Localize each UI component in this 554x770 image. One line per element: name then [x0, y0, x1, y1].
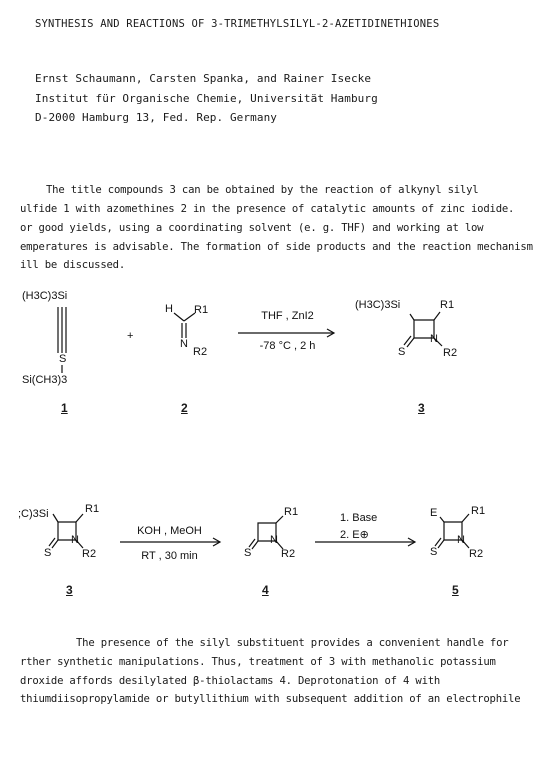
scheme1-conditions-top: THF , ZnI2: [261, 310, 314, 322]
compound-number-3b: 3: [66, 583, 73, 597]
imine-r2: R2: [193, 346, 208, 358]
paragraph1-line: ulfide 1 with azomethines 2 in the presence of catalytic amounts of zinc iodide.: [20, 203, 515, 215]
author-names: Ernst Schaumann, Carsten Spanka, and Rainer Isecke: [35, 72, 372, 85]
reaction-arrow-2: [120, 537, 224, 547]
paragraph2-line: thiumdiisopropylamide or butyllithium with subsequent addition of an electrophile: [20, 693, 521, 705]
paragraph1-line: ill be discussed.: [20, 259, 126, 271]
author-institute: Institut für Organische Chemie, Universität Hamburg: [35, 92, 378, 105]
start3-r1: R1: [85, 503, 100, 515]
reaction-arrow-3: [315, 537, 419, 547]
start3-nitrogen: N: [71, 534, 79, 546]
paragraph1-line: emperatures is advisable. The formation of side products and the reaction mechanism: [20, 241, 533, 253]
product3-nitrogen: N: [430, 333, 438, 345]
paper-title: SYNTHESIS AND REACTIONS OF 3-TRIMETHYLSILYL-2-AZETIDINETHIONES: [35, 18, 440, 30]
scheme2-conditions2-line2: 2. E⊕: [340, 529, 369, 541]
mid4-r1: R1: [284, 506, 299, 518]
mid4-sulfur: S: [244, 547, 252, 559]
imine-hydrogen: H: [165, 303, 173, 315]
paragraph2-line: droxide affords desilylated β-thiolactams 4. Deprotonation of 4 with: [20, 675, 441, 687]
product3-trimethylsilyl: (H3C)3Si: [355, 299, 401, 311]
compound-number-1: 1: [61, 401, 68, 415]
end5-electrophile: E: [430, 507, 438, 519]
product3-r1: R1: [440, 299, 455, 311]
end5-nitrogen: N: [457, 534, 465, 546]
compound-number-5: 5: [452, 583, 459, 597]
start3-sulfur: S: [44, 547, 52, 559]
imine-r1: R1: [194, 304, 209, 316]
plus-sign: +: [127, 330, 134, 342]
reactant1-trimethylsilyl: (H3C)3Si: [22, 290, 68, 302]
mid4-r2: R2: [281, 548, 296, 560]
reactant1-trimethylsilyl-bottom: Si(CH3)3: [22, 374, 68, 386]
end5-r2: R2: [469, 548, 484, 560]
scheme2-conditions2-line1: 1. Base: [340, 512, 378, 524]
paragraph2-line: rther synthetic manipulations. Thus, treatment of 3 with methanolic potassium: [20, 656, 496, 668]
compound-number-4: 4: [262, 583, 269, 597]
end5-sulfur: S: [430, 546, 438, 558]
paragraph1-line: The title compounds 3 can be obtained by the reaction of alkynyl silyl: [46, 184, 479, 196]
azetidine-ring-4: [248, 513, 308, 573]
end5-r1: R1: [471, 505, 486, 517]
scheme2-conditions1-bottom: RT , 30 min: [141, 550, 198, 562]
scheme1-conditions-bottom: -78 °C , 2 h: [259, 340, 316, 352]
scheme2-conditions1-top: KOH , MeOH: [137, 525, 202, 537]
compound-number-2: 2: [181, 401, 188, 415]
author-address: D-2000 Hamburg 13, Fed. Rep. Germany: [35, 111, 278, 124]
reaction-arrow-1: [238, 328, 338, 338]
compound-number-3: 3: [418, 401, 425, 415]
start3-silyl: ;C)3Si: [18, 508, 49, 520]
paragraph1-line: or good yields, using a coordinating solvent (e. g. THF) and working at low: [20, 222, 484, 234]
paragraph2-line: The presence of the silyl substituent provides a convenient handle for: [76, 637, 509, 649]
imine-nitrogen: N: [180, 338, 188, 350]
reactant1-sulfur: S: [59, 353, 67, 365]
product3-sulfur: S: [398, 346, 406, 358]
mid4-nitrogen: N: [270, 534, 278, 546]
product3-r2: R2: [443, 347, 458, 359]
start3-r2: R2: [82, 548, 97, 560]
